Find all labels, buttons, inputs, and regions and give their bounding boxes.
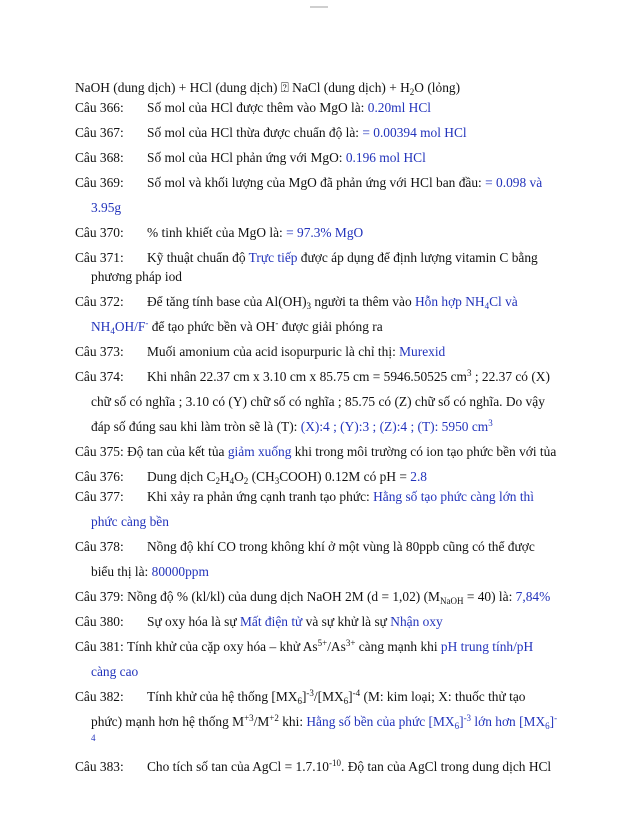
question-378: Câu 378: Nồng độ khí CO trong không khí ở một vùng là 80ppb cũng có thể được xyxy=(75,538,535,554)
document-page xyxy=(75,78,575,777)
question-369-cont: 3.95g xyxy=(91,199,122,215)
question-381-cont: càng cao xyxy=(91,663,139,679)
question-374: Câu 374: Khi nhân 22.37 cm x 3.10 cm x 85.75 cm = 5946.50525 $cm^3$ ; 22.37 có (X) xyxy=(75,368,550,384)
question-366: Câu 366: Số mol của HCl được thêm vào MgO là: 0.20ml HCl xyxy=(75,99,431,115)
question-371-cont: phương pháp iod xyxy=(91,269,182,284)
question-377: Câu 377: Khi xảy ra phản ứng cạnh tranh tạo phức: Hằng số tạo phức càng lớn thì xyxy=(75,488,534,504)
question-369: Câu 369: Số mol và khối lượng của MgO đã phản ứng với HCl ban đầu: = 0.098 và xyxy=(75,174,543,190)
question-376: Câu 376: Dung dịch $C_2H_4O_2$ $(CH_3COOH)$ 0.12M có pH = 2.8 xyxy=(75,469,427,486)
question-380: Câu 380: Sự oxy hóa là sự Mất điện tử và sự khử là sự Nhận oxy xyxy=(75,613,443,629)
question-370: Câu 370: % tinh khiết của MgO là: = 97.3% MgO xyxy=(75,224,364,240)
question-375: Câu 375: Độ tan của kết tủa giảm xuống khi trong môi trường có ion tạo phức bền với tủa xyxy=(75,444,557,459)
question-367: Câu 367: Số mol của HCl thừa được chuẩn độ là: = 0.00394 mol HCl xyxy=(75,124,467,140)
question-383: Câu 383: Cho tích số tan của AgCl = $1.7.10^{-10}$. Độ tan của AgCl trong dung dịch HCl xyxy=(75,758,552,774)
question-368: Câu 368: Số mol của HCl phản ứng với MgO: 0.196 mol HCl xyxy=(75,149,426,165)
question-382: Câu 382: Tính khử của hệ thống $[MX_6]^{-3}/[MX_6]^{-4}$ (M: kim loại; X: thuốc thử tạo xyxy=(75,687,526,706)
question-381: Câu 381: Tính khử của cặp oxy hóa – khử $As^{5+}/As^{3+}$ càng mạnh khi pH trung tính/pH xyxy=(75,637,534,654)
question-379: Câu 379: Nồng độ % (kl/kl) của dung dịch NaOH 2M (d = 1,02) $(M_{NaOH} = 40)$ là: 7,84% xyxy=(75,588,551,606)
question-371: Câu 371: Kỹ thuật chuẩn độ Trực tiếp được áp dụng để định lượng vitamin C bằng xyxy=(75,249,538,265)
question-373: Câu 373: Muối amonium của acid isopurpuric là chỉ thị: Murexid xyxy=(75,344,446,359)
question-378-cont: biểu thị là: 80000ppm xyxy=(91,563,209,579)
reaction-equation: NaOH (dung dịch) + HCl (dung dịch) ⍰ NaCl (dung dịch) + $H_2O$ (lỏng) xyxy=(75,80,461,97)
question-374-cont-1: chữ số có nghĩa ; 3.10 có (Y) chữ số có nghĩa ; 85.75 có (Z) chữ số có nghĩa. Do vậy xyxy=(91,394,545,409)
question-382-cont: phức) mạnh hơn hệ thống $M^{+3}/M^{+2}$ khi: Hằng số bền của phức $[MX_6]^{-3}$ lớn hơn $[MX_6]^-$ xyxy=(91,712,558,731)
page-top-mark xyxy=(310,6,328,8)
question-377-cont: phức càng bền xyxy=(91,513,169,529)
question-374-cont-2: đáp số đúng sau khi làm tròn sẽ là (T): (X):4 ; (Y):3 ; (Z):4 ; (T): 5950 $cm^3$ xyxy=(91,418,493,434)
question-372: Câu 372: Để tăng tính base của $Al(OH)_3$ người ta thêm vào Hỗn hợp $NH_4Cl$ và xyxy=(75,294,518,311)
question-372-cont: $NH_4OH/F^-$ để tạo phức bền và OH- được giải phóng ra xyxy=(91,318,383,336)
question-382-wrap: 4 xyxy=(91,733,96,743)
